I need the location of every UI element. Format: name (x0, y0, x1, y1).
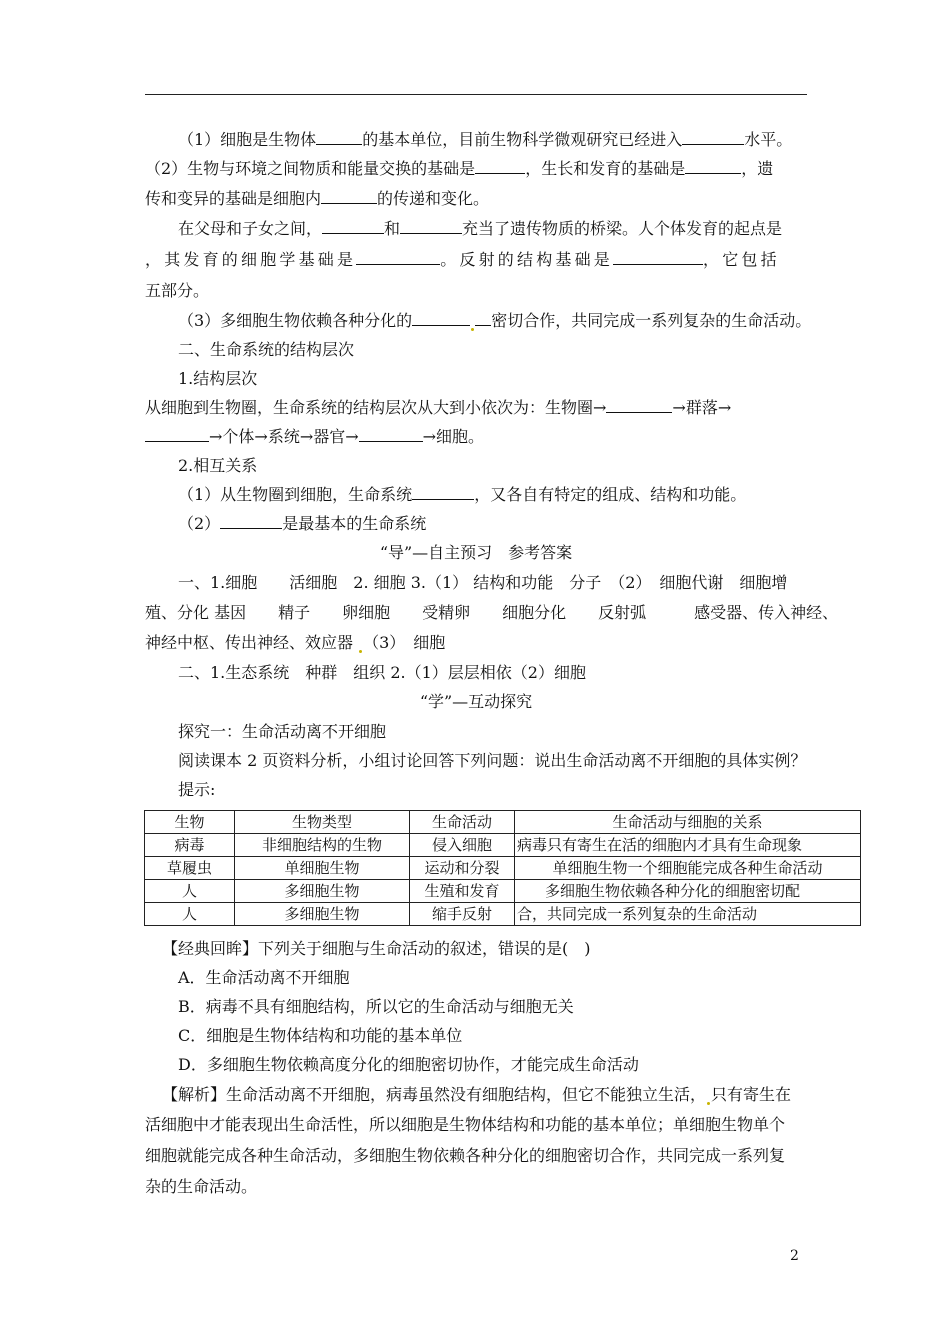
table-cell: 病毒只有寄生在活的细胞内才具有生命现象 (515, 834, 861, 857)
section-heading-structure: 二、生命系统的结构层次 (178, 340, 355, 359)
table-cell: 多细胞生物 (235, 880, 410, 903)
review-question: 【经典回眸】下列关于细胞与生命活动的叙述，错误的是( ) (162, 939, 591, 958)
option-a: A．生命活动离不开细胞 (178, 968, 350, 987)
table-header-row (145, 811, 861, 834)
explanation-line-2: 活细胞中才能表现出生命活性，所以细胞是生物体结构和功能的基本单位；单细胞生物单个 (145, 1115, 786, 1134)
line-heredity-basis: 传和变异的基础是细胞内 的传递和变化。 (145, 189, 490, 208)
table-header: 生命活动与细胞的关系 (515, 811, 861, 834)
line-cell-basic-unit: （1）细胞是生物体 的基本单位，目前生物科学微观研究已经进入 水平。 (178, 130, 793, 149)
subheading-relations: 2.相互关系 (178, 456, 258, 475)
header-rule (145, 94, 807, 95)
table-header: 生物类型 (235, 811, 410, 834)
table-cell: 单细胞生物 (235, 857, 410, 880)
yellow-dot-mark (359, 650, 362, 653)
line-levels-order-cont: →个体→系统→器官→ →细胞。 (145, 427, 484, 447)
table-cell: 多细胞生物 (235, 903, 410, 926)
table-cell: 合，共同完成一系列复杂的生命活动 (515, 903, 861, 926)
line-levels-order: 从细胞到生物圈，生命系统的结构层次从大到小依次为：生物圈→ →群落→ (145, 398, 732, 417)
line-relation-2: （2） 是最基本的生命系统 (178, 514, 427, 533)
table-cell: 人 (145, 903, 235, 926)
answer-line-1: 一、1.细胞 活细胞 2. 细胞 3.（1） 结构和功能 分子 （2） 细胞代谢 细胞增 (178, 573, 788, 592)
yellow-dot-mark (471, 328, 474, 331)
table-cell: 人 (145, 880, 235, 903)
table-cell: 缩手反射 (410, 903, 515, 926)
table-cell: 侵入细胞 (410, 834, 515, 857)
page-number: 2 (790, 1248, 799, 1264)
explore-hint: 提示: (178, 780, 216, 799)
table-cell: 运动和分裂 (410, 857, 515, 880)
answer-line-2: 殖、分化 基因 精子 卵细胞 受精卵 细胞分化 反射弧 感受器、传入神经、 (145, 603, 839, 622)
option-b: B．病毒不具有细胞结构，所以它的生命活动与细胞无关 (178, 997, 574, 1016)
table-cell: 草履虫 (145, 857, 235, 880)
subheading-levels: 1.结构层次 (178, 369, 258, 388)
line-five-parts: 五部分。 (145, 281, 210, 300)
table-row (145, 880, 861, 903)
answers-title: “导”—自主预习 参考答案 (379, 543, 573, 562)
table-row (145, 857, 861, 880)
option-c: C．细胞是生物体结构和功能的基本单位 (178, 1026, 463, 1045)
table-cell: 生殖和发育 (410, 880, 515, 903)
answer-line-4: 二、1.生态系统 种群 组织 2.（1）层层相依（2）细胞 (178, 663, 586, 682)
line-exchange-basis: （2）生物与环境之间物质和能量交换的基础是 ，生长和发育的基础是 ，遗 (145, 159, 774, 178)
explanation-line-1: 【解析】生命活动离不开细胞，病毒虽然没有细胞结构，但它不能独立生活， 只有寄生在 (162, 1085, 792, 1104)
table-row (145, 903, 861, 926)
table-header: 生命活动 (410, 811, 515, 834)
table-cell: 多细胞生物依赖各种分化的细胞密切配 (515, 880, 861, 903)
explanation-line-3: 细胞就能完成各种生命活动，多细胞生物依赖各种分化的细胞密切合作，共同完成一系列复 (145, 1146, 786, 1165)
table-cell: 非细胞结构的生物 (235, 834, 410, 857)
table-cell: 单细胞生物一个细胞能完成各种生命活动 (515, 857, 861, 880)
option-d: D．多细胞生物依赖高度分化的细胞密切协作，才能完成生命活动 (178, 1055, 639, 1074)
explore-question: 阅读课本 2 页资料分析，小组讨论回答下列问题：说出生命活动离不开细胞的具体实例？ (178, 751, 807, 770)
answer-line-3: 神经中枢、传出神经、效应器 （3） 细胞 (145, 633, 446, 652)
explore-heading: 探究一：生命活动离不开细胞 (178, 722, 387, 741)
table-header: 生物 (145, 811, 235, 834)
table-row (145, 834, 861, 857)
table-cell: 病毒 (145, 834, 235, 857)
explore-title: “学”—互动探究 (419, 692, 533, 711)
line-genetic-bridge: 在父母和子女之间， 和 充当了遗传物质的桥梁。人个体发育的起点是 (178, 219, 783, 238)
yellow-dot-mark (707, 1102, 710, 1105)
line-relation-1: （1）从生物圈到细胞，生命系统 ，又各自有特定的组成、结构和功能。 (178, 485, 747, 504)
explanation-line-4: 杂的生命活动。 (145, 1177, 258, 1196)
line-multicellular: （3）多细胞生物依赖各种分化的 密切合作，共同完成一系列复杂的生命活动。 (178, 311, 812, 330)
line-reflex-basis: ，其发育的细胞学基础是 。反射的结构基础是 ，它包括 (145, 250, 780, 269)
life-activity-table (144, 810, 861, 926)
